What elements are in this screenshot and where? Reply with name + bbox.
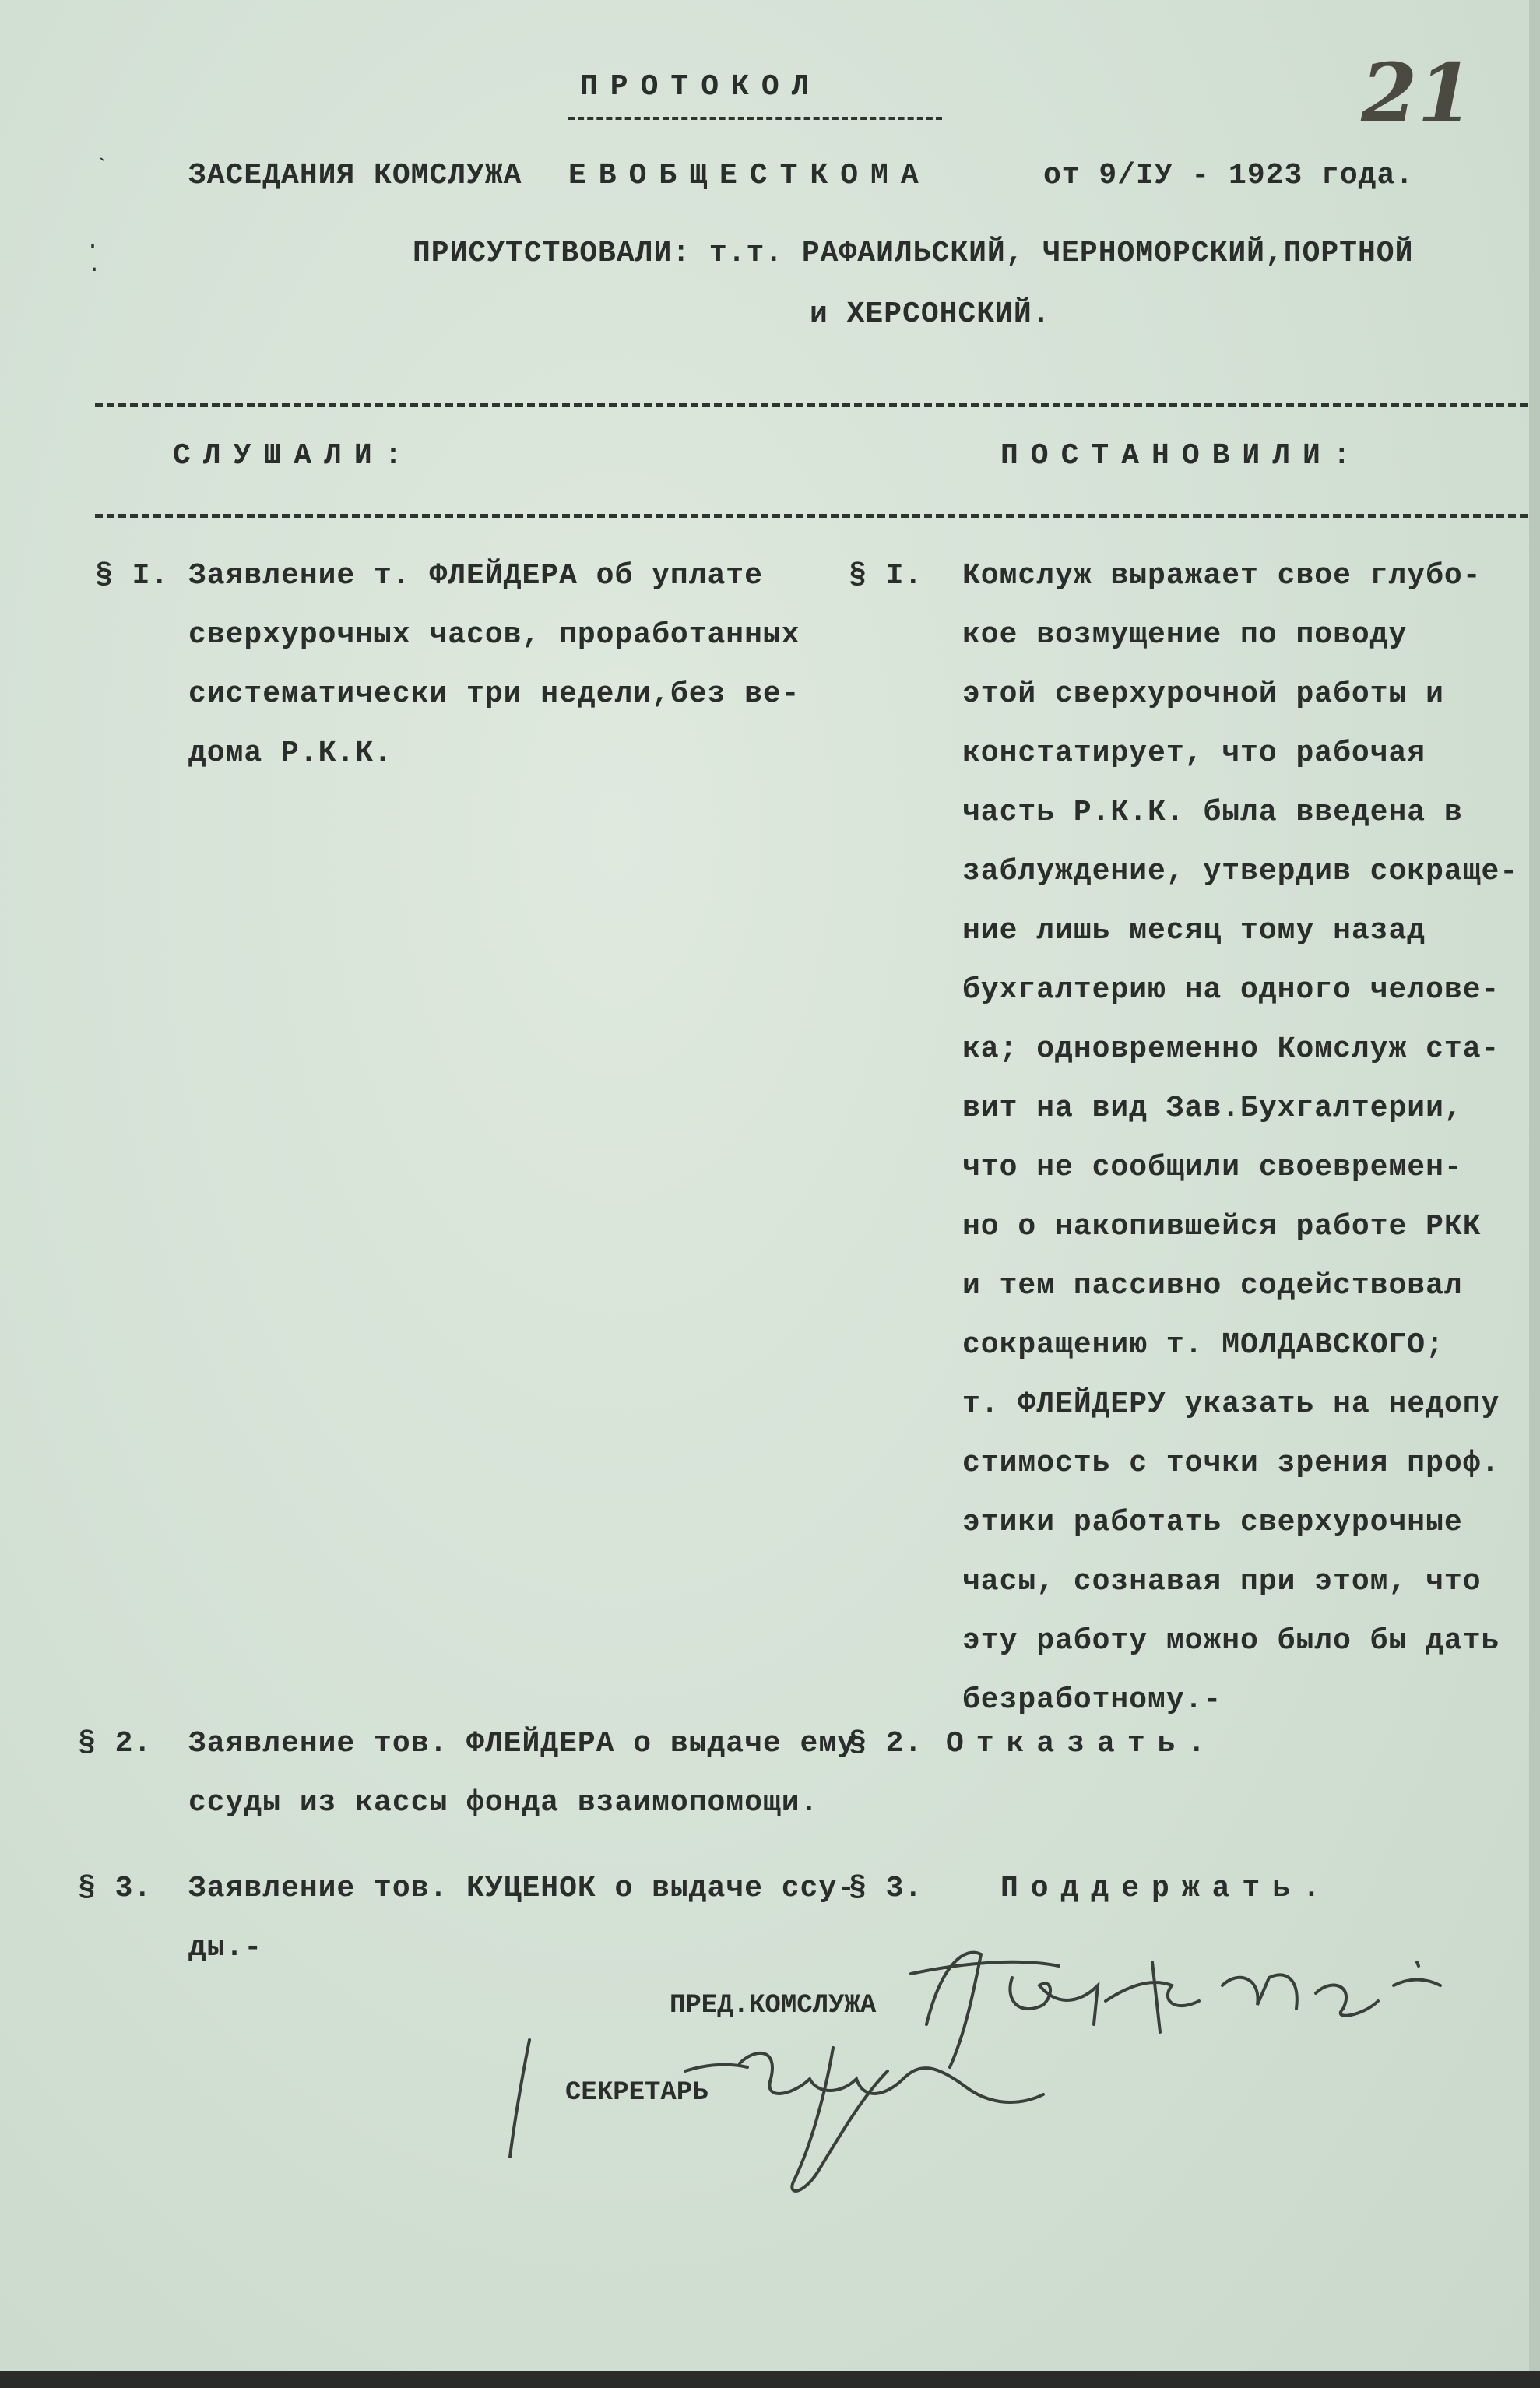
item-3-resolution: Поддержать. [1000,1872,1333,1905]
resolved-line: сокращению т. МОЛДАВСКОГО; [962,1328,1444,1362]
heard-line: Заявление т. ФЛЕЙДЕРА об уплате [188,559,763,593]
margin-mark: · [86,234,100,260]
resolved-line: ка; одновременно Комслуж ста- [962,1032,1500,1066]
resolved-line: вит на вид Зав.Бухгалтерии, [962,1092,1463,1125]
resolved-heading: ПОСТАНОВИЛИ: [1000,439,1363,473]
resolved-line: бухгалтерию на одного челове- [962,973,1500,1007]
margin-mark: ` [95,156,110,182]
resolved-line: безработному.- [962,1683,1222,1717]
present-members: ПРИСУТСТВОВАЛИ: т.т. РАФАИЛЬСКИЙ, ЧЕРНОМОРСКИЙ,ПОРТНОЙ [413,237,1414,270]
item-1-resolved-marker: § I. [849,559,923,593]
resolved-line: кое возмущение по поводу [962,618,1408,652]
resolved-line: ние лишь месяц тому назад [962,914,1426,948]
secretary-label: СЕКРЕТАРЬ [565,2078,708,2108]
resolved-line: Комслуж выражает свое глубо- [962,559,1482,593]
resolved-line: часть Р.К.К. была введена в [962,796,1463,829]
resolved-line: этой сверхурочной работы и [962,677,1444,711]
divider-top [95,403,1528,407]
chair-label: ПРЕД.КОМСЛУЖА [670,1991,877,2020]
item-2-resolution: Отказать. [946,1727,1218,1760]
heard-line: систематически три недели,без ве- [188,677,800,711]
heard-heading: СЛУШАЛИ: [173,439,415,473]
item-3-heard-text [188,1859,856,1978]
item-1-heard-text [188,547,800,783]
title-underline [568,117,942,120]
resolved-line: что не сообщили своевремен- [962,1151,1463,1184]
resolved-line: стимость с точки зрения проф. [962,1447,1500,1480]
resolved-line: констатирует, что рабочая [962,737,1426,770]
resolved-line: заблуждение, утвердив сокраще- [962,855,1519,888]
organization-name: ЕВОБЩЕСТКОМА [568,159,931,192]
resolved-line: т. ФЛЕЙДЕРУ указать на недопу [962,1387,1500,1421]
page-number: 21 [1361,45,1474,141]
item-2-heard-marker: § 2. [78,1727,153,1760]
heard-line: ссуды из кассы фонда взаимопомощи. [188,1786,819,1820]
document-title: ПРОТОКОЛ [580,70,822,104]
scan-border [0,2371,1540,2388]
item-3-heard-marker: § 3. [78,1872,153,1905]
heard-line: ды.- [188,1931,263,1964]
heard-line: Заявление тов. ФЛЕЙДЕРА о выдаче ему [188,1727,856,1760]
item-3-resolved-marker: § 3. [849,1872,923,1905]
item-1-resolved-text [962,547,1518,1730]
resolved-line: эту работу можно было бы дать [962,1624,1500,1658]
meeting-date: от 9/IУ - 1923 года. [1043,159,1415,192]
item-2-resolved-marker: § 2. [849,1727,923,1760]
item-1-heard-marker: § I. [95,559,170,593]
resolved-line: и тем пассивно содействовал [962,1269,1463,1303]
margin-mark: · [87,257,102,283]
secretary-signature [498,2017,1059,2203]
resolved-line: часы, сознавая при этом, что [962,1565,1482,1598]
heard-line: сверхурочных часов, проработанных [188,618,800,652]
meeting-prefix: ЗАСЕДАНИЯ КОМСЛУЖА [188,159,522,192]
present-members-cont: и ХЕРСОНСКИЙ. [810,297,1051,331]
item-2-heard-text [188,1715,856,1833]
page-edge [1529,0,1540,2388]
divider-headings [95,514,1528,518]
heard-line: Заявление тов. КУЦЕНОК о выдаче ссу- [188,1872,856,1905]
resolved-line: но о накопившейся работе РКК [962,1210,1482,1243]
resolved-line: этики работать сверхурочные [962,1506,1463,1539]
heard-line: дома Р.К.К. [188,737,392,770]
